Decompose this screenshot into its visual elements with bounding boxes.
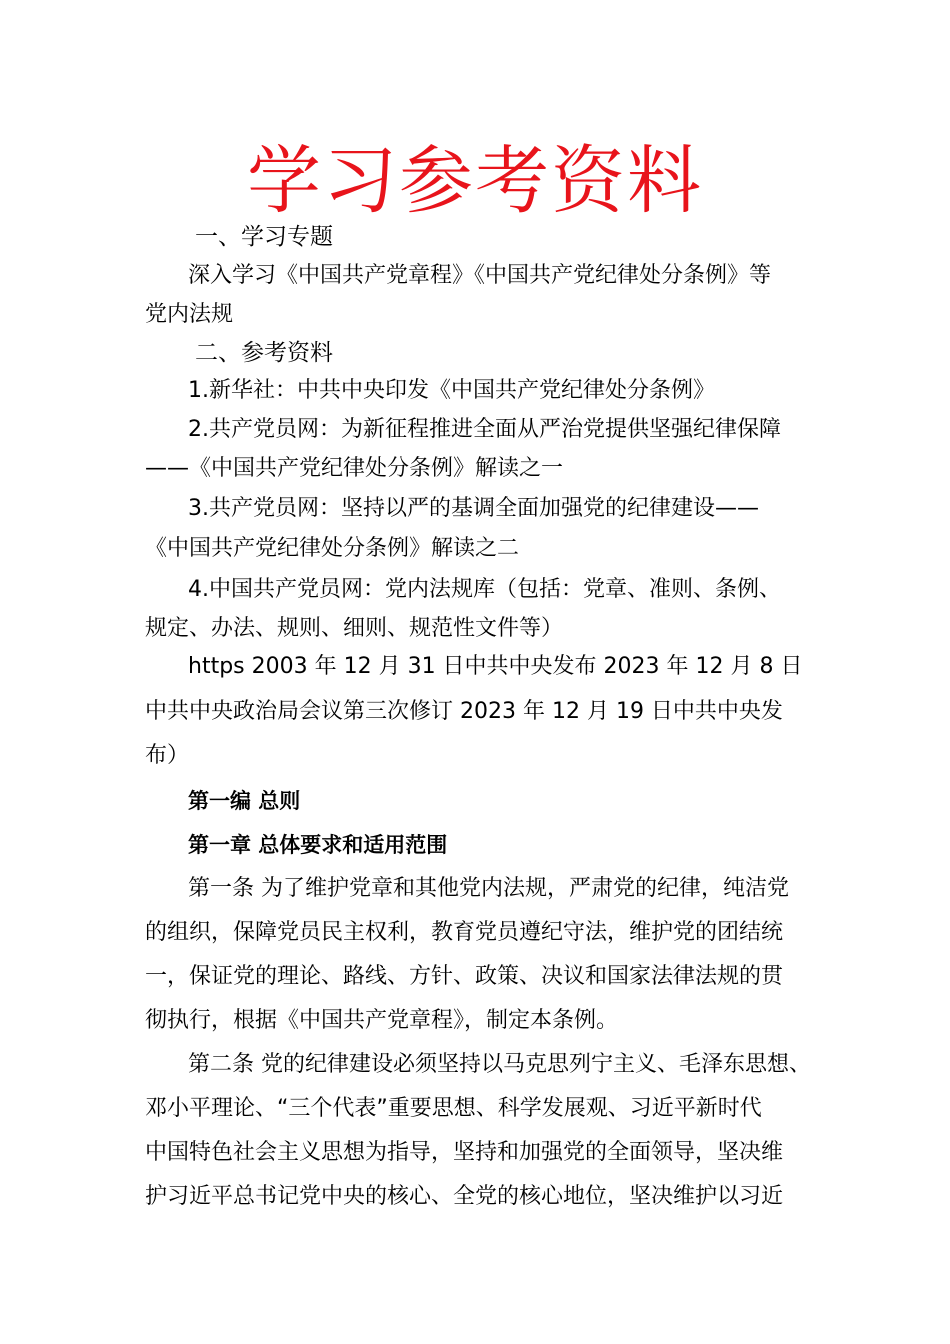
- body-line: 中共中央政治局会议第三次修订 2023 年 12 月 19 日中共中央发: [145, 699, 783, 724]
- section-heading-references: 二、参考资料: [195, 340, 333, 366]
- section-heading-study-topic: 一、学习专题: [195, 224, 333, 250]
- article-line: 一，保证党的理论、路线、方针、政策、决议和国家法律法规的贯: [145, 964, 784, 989]
- body-line: https 2003 年 12 月 31 日中共中央发布 2023 年 12 月 8 日: [188, 654, 803, 679]
- article-line: 邓小平理论、“三个代表”重要思想、科学发展观、习近平新时代: [145, 1096, 762, 1121]
- part-heading: 第一编 总则: [188, 789, 301, 813]
- reference-item: 2.共产党员网：为新征程推进全面从严治党提供坚强纪律保障: [188, 417, 781, 442]
- article-line: 第一条 为了维护党章和其他党内法规，严肃党的纪律，纯洁党: [188, 876, 789, 901]
- chapter-heading: 第一章 总体要求和适用范围: [188, 833, 448, 857]
- reference-item: 4.中国共产党员网：党内法规库（包括：党章、准则、条例、: [188, 577, 781, 602]
- article-line: 彻执行，根据《中国共产党章程》，制定本条例。: [145, 1008, 619, 1033]
- body-line: 布）: [145, 743, 190, 768]
- article-line: 护习近平总书记党中央的核心、全党的核心地位，坚决维护以习近: [145, 1184, 784, 1209]
- reference-item-continued: ——《中国共产党纪律处分条例》解读之一: [145, 456, 564, 481]
- reference-item: 1.新华社：中共中央印发《中国共产党纪律处分条例》: [188, 378, 715, 403]
- article-line: 中国特色社会主义思想为指导，坚持和加强党的全面领导，坚决维: [145, 1140, 784, 1165]
- reference-item-continued: 《中国共产党纪律处分条例》解读之二: [145, 536, 520, 561]
- reference-item: 3.共产党员网：坚持以严的基调全面加强党的纪律建设——: [188, 496, 759, 521]
- reference-item-continued: 规定、办法、规则、细则、规范性文件等）: [145, 616, 564, 641]
- body-line: 深入学习《中国共产党章程》《中国共产党纪律处分条例》等: [188, 263, 772, 288]
- article-line: 的组织，保障党员民主权利，教育党员遵纪守法，维护党的团结统: [145, 920, 784, 945]
- article-line: 第二条 党的纪律建设必须坚持以马克思列宁主义、毛泽东思想、: [188, 1052, 811, 1077]
- document-title: 学习参考资料: [247, 138, 703, 224]
- body-line: 党内法规: [145, 302, 234, 327]
